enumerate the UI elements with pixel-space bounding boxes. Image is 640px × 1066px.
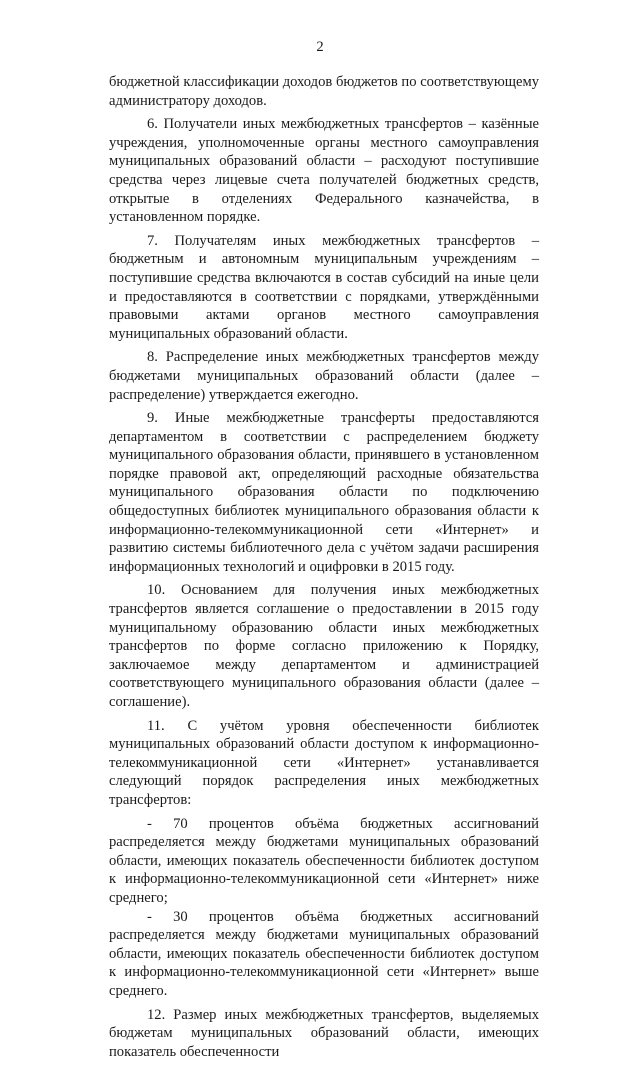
list-item-30-percent: - 30 процентов объёма бюджетных ассигнований распределяется между бюджетами муниципальных образований области, имеющих показатель обеспеченности библиотек доступом к информационно-телекоммуникационной сети «Интернет» выше среднего. bbox=[109, 908, 539, 999]
paragraph-7: 7. Получателям иных межбюджетных трансфертов – бюджетным и автономным муниципальным учреждениям – поступившие средства включаются в состав субсидий на иные цели и предоставляются в соответствии с порядками, утверждёнными правовыми актами органов местного самоуправления муниципальных образований области. bbox=[109, 232, 539, 342]
paragraph-6: 6. Получатели иных межбюджетных трансфертов – казённые учреждения, уполномоченные органы местного самоуправления муниципальных образований области – расходуют поступившие средства через лицевые счета получателей бюджетных средств, открытые в отделениях Федерального казначейства, в установленном порядке. bbox=[109, 116, 539, 226]
paragraph-continuation: бюджетной классификации доходов бюджетов по соответствующему администратору доходов. bbox=[109, 74, 539, 109]
paragraph-8: 8. Распределение иных межбюджетных трансфертов между бюджетами муниципальных образований области (далее – распределение) утверждается ежегодно. bbox=[109, 349, 539, 403]
paragraph-12: 12. Размер иных межбюджетных трансфертов, выделяемых бюджетам муниципальных образований области, имеющих показатель обеспеченности bbox=[109, 1006, 539, 1060]
page-number: 2 bbox=[316, 39, 324, 55]
document-body bbox=[109, 73, 539, 1066]
list-item-70-percent: - 70 процентов объёма бюджетных ассигнований распределяется между бюджетами муниципальных образований области, имеющих показатель обеспеченности библиотек доступом к информационно-телекоммуникационной сети «Интернет» ниже среднего; bbox=[109, 815, 539, 906]
paragraph-9: 9. Иные межбюджетные трансферты предоставляются департаментом в соответствии с распределением бюджету муниципального образования области, принявшего в установленном порядке правовой акт, определяющий расходные обязательства муниципального образования области по подключению общедоступных библиотек муниципального образования области к информационно-телекоммуникационной сети «Интернет» и развитию системы библиотечного дела с учётом задачи расширения информационных технологий и оцифровки в 2015 году. bbox=[109, 410, 539, 575]
paragraph-10: 10. Основанием для получения иных межбюджетных трансфертов является соглашение о предоставлении в 2015 году муниципальному образованию области иных межбюджетных трансфертов по форме согласно приложению к Порядку, заключаемое между департаментом и администрацией соответствующего муниципального образования области (далее – соглашение). bbox=[109, 582, 539, 710]
paragraph-11: 11. С учётом уровня обеспеченности библиотек муниципальных образований области доступом к информационно-телекоммуникационной сети «Интернет» устанавливается следующий порядок распределения иных межбюджетных трансфертов: bbox=[109, 717, 539, 808]
